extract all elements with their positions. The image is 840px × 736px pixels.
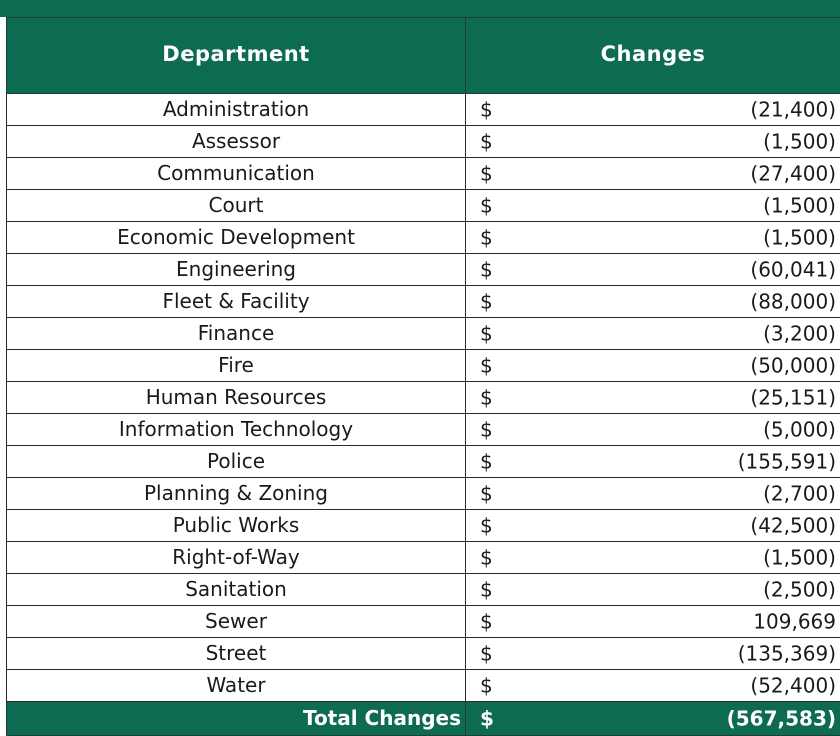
currency-symbol: $ [480,673,493,698]
change-amount: (1,500) [763,545,836,570]
table-row [7,542,840,574]
department-name: Court [7,190,466,222]
change-amount: (2,700) [763,481,836,506]
change-cell [466,446,840,478]
total-label: Total Changes [7,702,466,736]
change-amount: (135,369) [737,641,836,666]
top-color-band [0,0,840,17]
change-cell [466,126,840,158]
department-name: Street [7,638,466,670]
department-name: Fire [7,350,466,382]
table-row [7,606,840,638]
table-row [7,190,840,222]
department-name: Engineering [7,254,466,286]
change-amount: (155,591) [737,449,836,474]
table-row [7,222,840,254]
currency-symbol: $ [480,609,493,634]
changes-column-header: Changes [466,18,840,94]
currency-symbol: $ [480,97,493,122]
change-cell [466,318,840,350]
change-cell [466,574,840,606]
currency-symbol: $ [480,577,493,602]
table-row [7,318,840,350]
currency-symbol: $ [480,449,493,474]
department-name: Right-of-Way [7,542,466,574]
department-name: Police [7,446,466,478]
change-amount: (5,000) [763,417,836,442]
department-name: Assessor [7,126,466,158]
table-body [7,94,840,736]
total-row [7,702,840,736]
table-row [7,94,840,126]
change-cell [466,478,840,510]
total-change-amount: (567,583) [726,706,836,731]
change-cell [466,606,840,638]
table-row [7,414,840,446]
currency-symbol: $ [480,353,493,378]
change-amount: (2,500) [763,577,836,602]
change-cell [466,510,840,542]
department-name: Information Technology [7,414,466,446]
table-row [7,574,840,606]
change-amount: (42,500) [750,513,836,538]
currency-symbol: $ [480,417,493,442]
change-cell [466,350,840,382]
change-amount: (21,400) [750,97,836,122]
change-cell [466,286,840,318]
currency-symbol: $ [480,385,493,410]
department-changes-table [6,17,840,736]
department-name: Public Works [7,510,466,542]
department-name: Fleet & Facility [7,286,466,318]
currency-symbol: $ [480,513,493,538]
department-name: Administration [7,94,466,126]
change-cell [466,190,840,222]
change-amount: (1,500) [763,225,836,250]
table-row [7,126,840,158]
table-row [7,670,840,702]
table-row [7,286,840,318]
change-amount: (25,151) [750,385,836,410]
currency-symbol: $ [480,321,493,346]
total-currency-symbol: $ [480,706,494,731]
change-cell [466,414,840,446]
change-amount: (1,500) [763,129,836,154]
department-name: Sanitation [7,574,466,606]
currency-symbol: $ [480,129,493,154]
change-amount: (60,041) [750,257,836,282]
department-name: Communication [7,158,466,190]
currency-symbol: $ [480,641,493,666]
department-name: Economic Development [7,222,466,254]
change-cell [466,158,840,190]
change-amount: (1,500) [763,193,836,218]
table-row [7,158,840,190]
change-amount: (50,000) [750,353,836,378]
department-name: Human Resources [7,382,466,414]
change-cell [466,94,840,126]
currency-symbol: $ [480,289,493,314]
change-cell [466,638,840,670]
table-row [7,638,840,670]
currency-symbol: $ [480,225,493,250]
change-amount: (88,000) [750,289,836,314]
department-name: Planning & Zoning [7,478,466,510]
change-cell [466,382,840,414]
change-cell [466,542,840,574]
table-row [7,446,840,478]
currency-symbol: $ [480,545,493,570]
table-row [7,350,840,382]
change-amount: (52,400) [750,673,836,698]
change-amount: 109,669 [753,609,836,634]
department-name: Sewer [7,606,466,638]
change-cell [466,670,840,702]
department-column-header: Department [7,18,466,94]
table-row [7,254,840,286]
header-row [7,18,840,94]
currency-symbol: $ [480,161,493,186]
department-name: Finance [7,318,466,350]
change-amount: (27,400) [750,161,836,186]
total-change-cell [466,702,840,736]
currency-symbol: $ [480,257,493,282]
change-cell [466,222,840,254]
change-amount: (3,200) [763,321,836,346]
table-row [7,510,840,542]
currency-symbol: $ [480,193,493,218]
currency-symbol: $ [480,481,493,506]
table-row [7,478,840,510]
table-row [7,382,840,414]
department-name: Water [7,670,466,702]
change-cell [466,254,840,286]
